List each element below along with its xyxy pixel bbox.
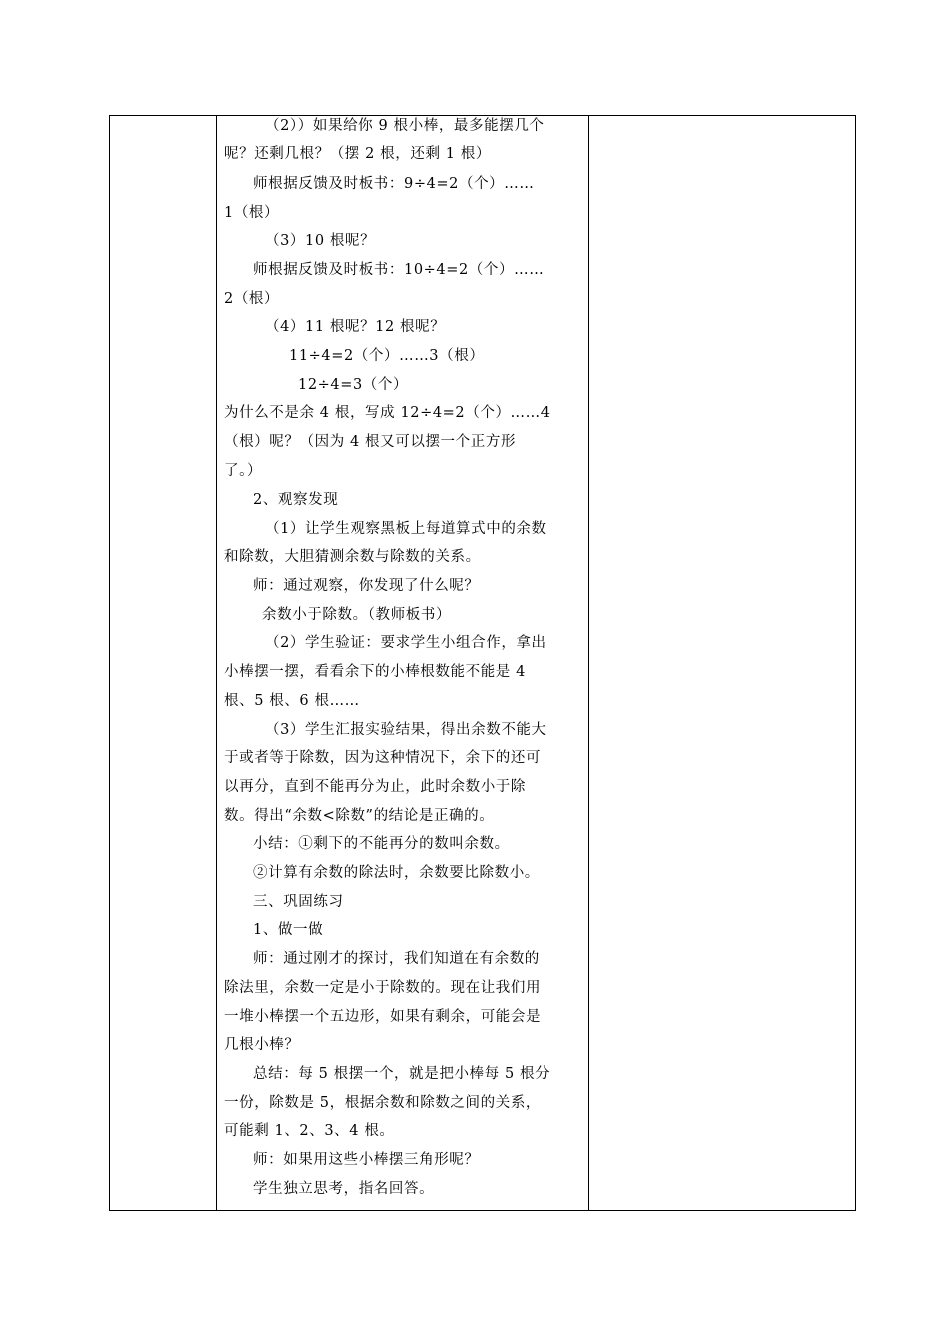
text-line: 呢？还剩几根？（摆 2 根，还剩 1 根） (224, 146, 491, 162)
text-line: ②计算有余数的除法时，余数要比除数小。 (253, 865, 540, 881)
text-line: 师：通过刚才的探讨，我们知道在有余数的 (253, 951, 540, 967)
text-line: 学生独立思考，指名回答。 (253, 1181, 435, 1197)
text-line: 总结：每 5 根摆一个，就是把小棒每 5 根分 (253, 1066, 551, 1082)
left-column-cell (110, 116, 216, 1210)
text-line: 以再分，直到不能再分为止，此时余数小于除 (224, 779, 526, 795)
text-line: 1（根） (224, 205, 280, 221)
lesson-table (109, 115, 856, 1211)
text-line: 根、5 根、6 根…… (224, 693, 360, 709)
text-line: （2）学生验证：要求学生小组合作，拿出 (265, 635, 547, 651)
text-line: （3）学生汇报实验结果，得出余数不能大 (265, 722, 547, 738)
text-line: 一份，除数是 5，根据余数和除数之间的关系， (224, 1095, 542, 1111)
text-line: 2（根） (224, 291, 280, 307)
text-line: （4）11 根呢？12 根呢？ (265, 319, 446, 335)
text-line: （2））如果给你 9 根小棒，最多能摆几个 (265, 118, 545, 134)
text-line: 12÷4=3（个） (298, 377, 409, 393)
text-line: 小棒摆一摆，看看余下的小棒根数能不能是 4 (224, 664, 526, 680)
text-line: 11÷4=2（个）……3（根） (289, 348, 485, 364)
right-column-cell (589, 116, 855, 1210)
text-line: 为什么不是余 4 根，写成 12÷4=2（个）……4 (224, 405, 551, 421)
text-line: 一堆小棒摆一个五边形，如果有剩余，可能会是 (224, 1009, 542, 1025)
text-line: 余数小于除数。（教师板书） (262, 607, 452, 623)
text-line: 可能剩 1、2、3、4 根。 (224, 1123, 395, 1139)
text-line: 师：如果用这些小棒摆三角形呢？ (253, 1152, 480, 1168)
text-line: 数。得出“余数<除数”的结论是正确的。 (224, 808, 495, 824)
text-line: （根）呢？（因为 4 根又可以摆一个正方形 (224, 434, 517, 450)
text-line: 1、做一做 (253, 922, 324, 938)
text-line: 三、巩固练习 (253, 894, 344, 910)
text-line: 几根小棒？ (224, 1037, 300, 1053)
text-line: 师根据反馈及时板书：10÷4=2（个）…… (253, 262, 545, 278)
text-line: （1）让学生观察黑板上每道算式中的余数 (265, 521, 547, 537)
lesson-content-cell (217, 116, 588, 1210)
text-line: 和除数，大胆猜测余数与除数的关系。 (224, 549, 481, 565)
text-line: 小结：①剩下的不能再分的数叫余数。 (253, 836, 510, 852)
text-line: 除法里，余数一定是小于除数的。现在让我们用 (224, 980, 542, 996)
text-line: 了。） (224, 463, 263, 479)
text-line: 师：通过观察，你发现了什么呢？ (253, 578, 480, 594)
text-line: 师根据反馈及时板书：9÷4=2（个）…… (253, 176, 535, 192)
text-line: 于或者等于除数，因为这种情况下，余下的还可 (224, 750, 542, 766)
text-line: 2、观察发现 (253, 492, 339, 508)
text-line: （3）10 根呢？ (265, 233, 376, 249)
